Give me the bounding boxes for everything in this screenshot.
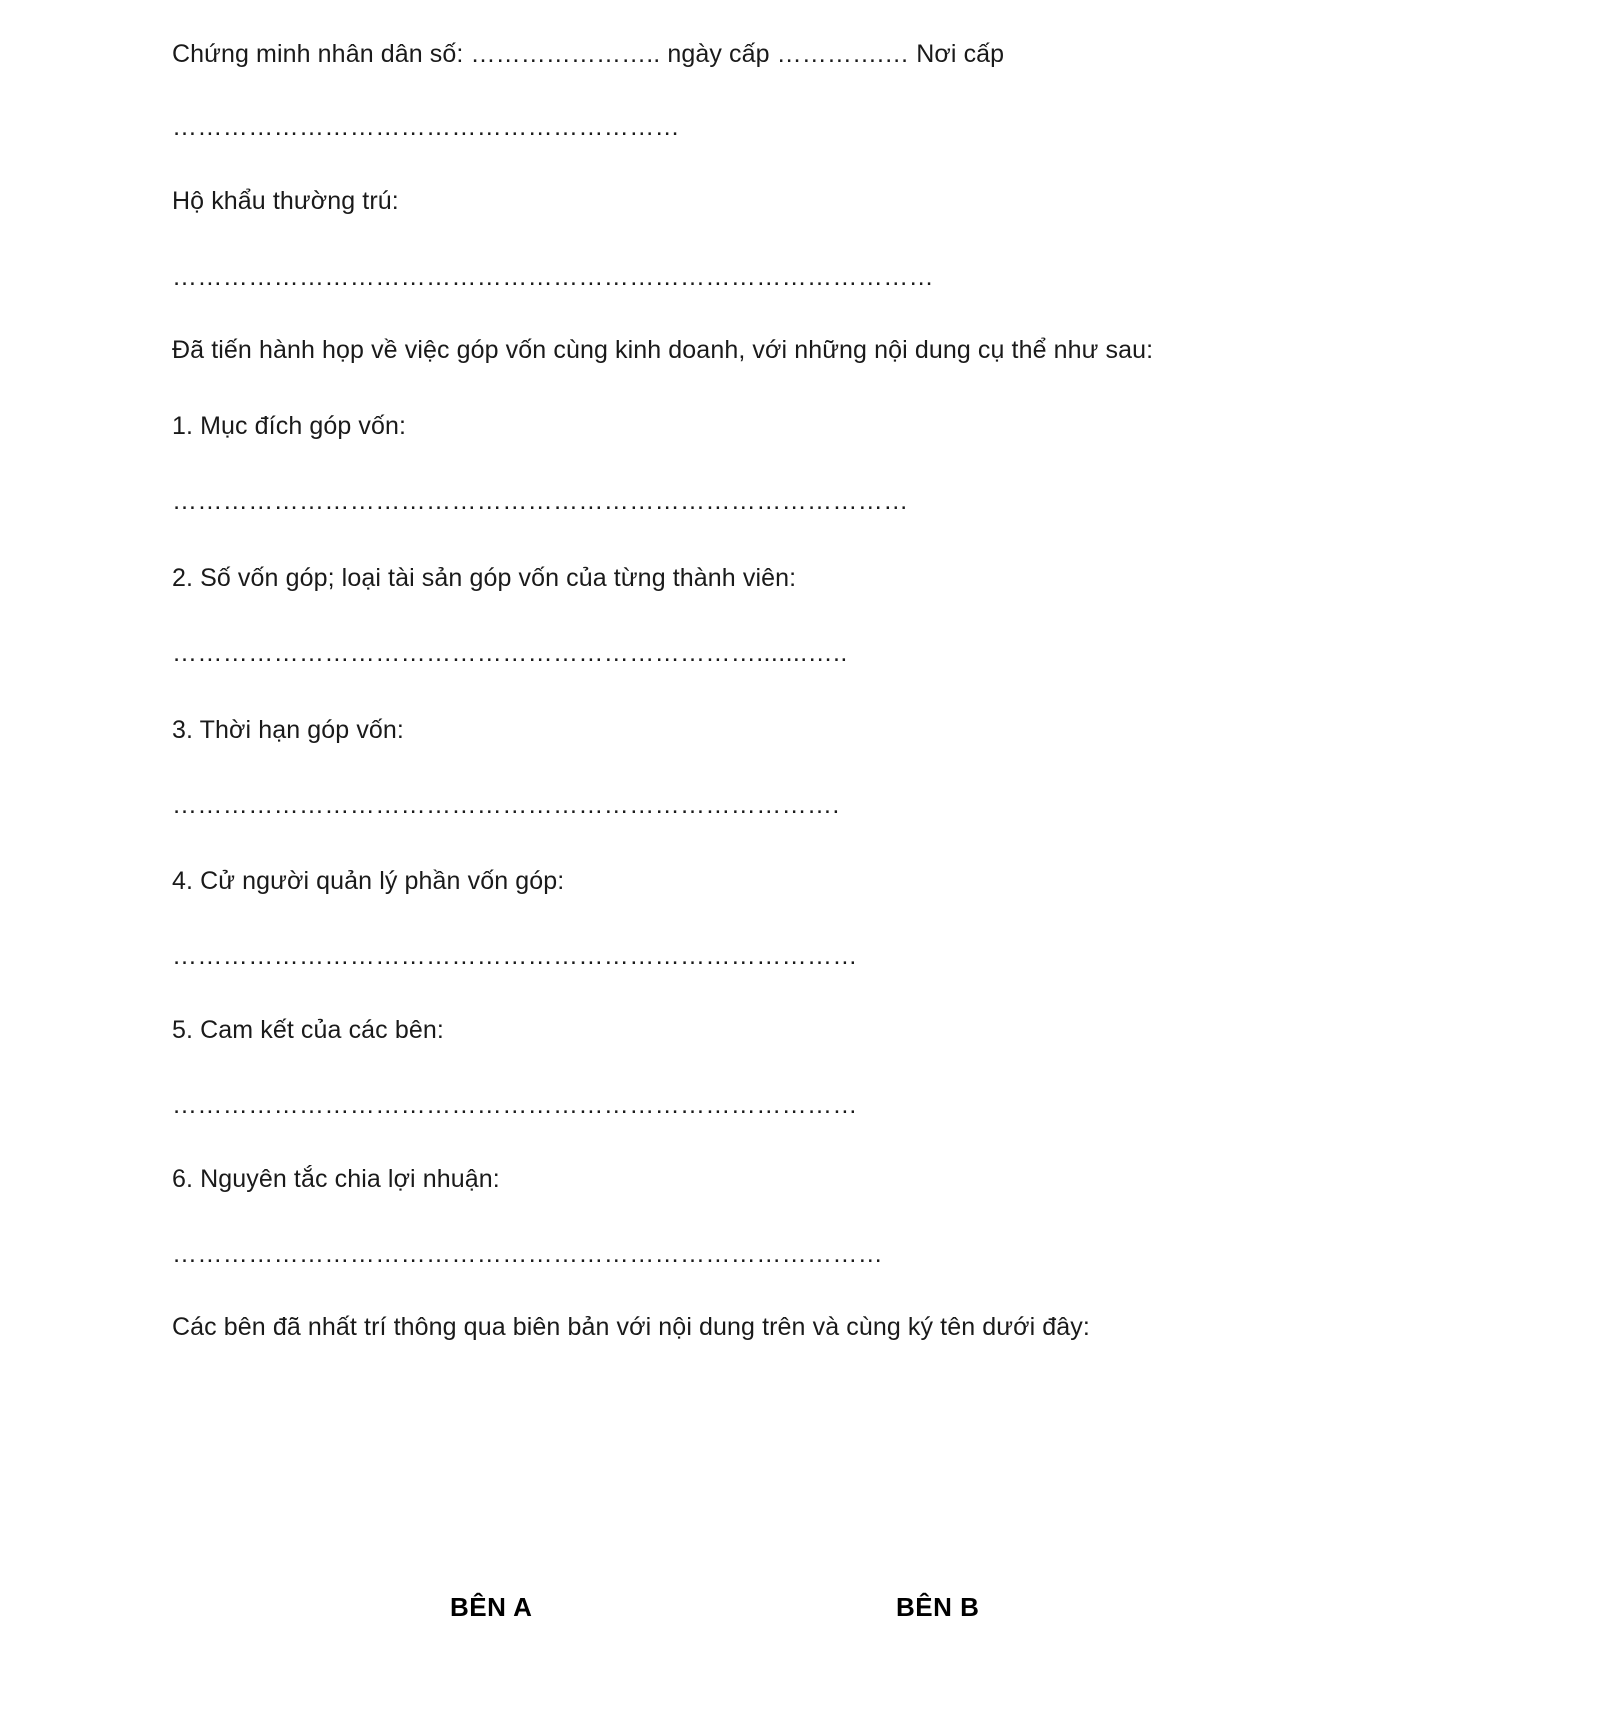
- id-number-fill-block: [172, 112, 717, 142]
- residence-label: Hộ khẩu thường trú:: [172, 187, 399, 215]
- item-3-fill-dots: …………………………………………………………………….: [172, 791, 840, 819]
- intro-paragraph-block: [172, 334, 1153, 368]
- item-6-fill-block: [172, 1239, 962, 1269]
- residence-label-block: [172, 185, 399, 219]
- item-1-fill-block: [172, 486, 940, 516]
- item-2-fill-dots: …………………………………………………………….......…..: [172, 639, 848, 667]
- item-6-fill-dots: …………………………………………………………………………: [172, 1240, 884, 1268]
- item-1-label-block: [172, 410, 406, 444]
- item-5-fill-dots: ………………………………………………………………………: [172, 1091, 858, 1119]
- item-2-fill-block: [172, 638, 914, 668]
- item-1-label: 1. Mục đích góp vốn:: [172, 412, 407, 440]
- closing-paragraph: Các bên đã nhất trí thông qua biên bản với nội dung trên và cùng ký tên dưới đây:: [172, 1313, 1090, 1341]
- item-3-label: 3. Thời hạn góp vốn:: [172, 716, 404, 744]
- id-number-line: Chứng minh nhân dân số: ………………….. ngày cấp ………….… Nơi cấp: [172, 40, 1005, 68]
- item-6-label: 6. Nguyên tắc chia lợi nhuận:: [172, 1165, 500, 1193]
- item-5-label-block: [172, 1014, 444, 1048]
- intro-paragraph: Đã tiến hành họp về việc góp vốn cùng kinh doanh, với những nội dung cụ thể như sau:: [172, 336, 1154, 364]
- residence-fill-block: [172, 262, 942, 292]
- item-4-fill-block: [172, 941, 942, 971]
- id-number-fill-dots: ……………………………………………………: [172, 113, 680, 141]
- item-5-label: 5. Cam kết của các bên:: [172, 1016, 444, 1044]
- item-4-label: 4. Cử người quản lý phần vốn góp:: [172, 867, 565, 895]
- item-3-fill-block: [172, 790, 912, 820]
- item-4-fill-dots: ………………………………………………………………………: [172, 942, 858, 970]
- id-number-line-block: [172, 38, 1004, 72]
- item-2-label-block: [172, 562, 796, 596]
- item-5-fill-block: [172, 1090, 940, 1120]
- signature-row: [172, 1592, 1432, 1652]
- signature-label-party-b: BÊN B: [896, 1592, 980, 1622]
- item-2-label: 2. Số vốn góp; loại tài sản góp vốn của từng thành viên:: [172, 564, 797, 592]
- signature-label-party-a: BÊN A: [450, 1592, 533, 1622]
- item-4-label-block: [172, 865, 564, 899]
- item-3-label-block: [172, 714, 404, 748]
- closing-paragraph-block: [172, 1311, 1090, 1345]
- residence-fill-dots: ………………………………………………………………………………: [172, 263, 934, 291]
- item-1-fill-dots: ……………………………………………………………………………: [172, 487, 909, 515]
- item-6-label-block: [172, 1163, 500, 1197]
